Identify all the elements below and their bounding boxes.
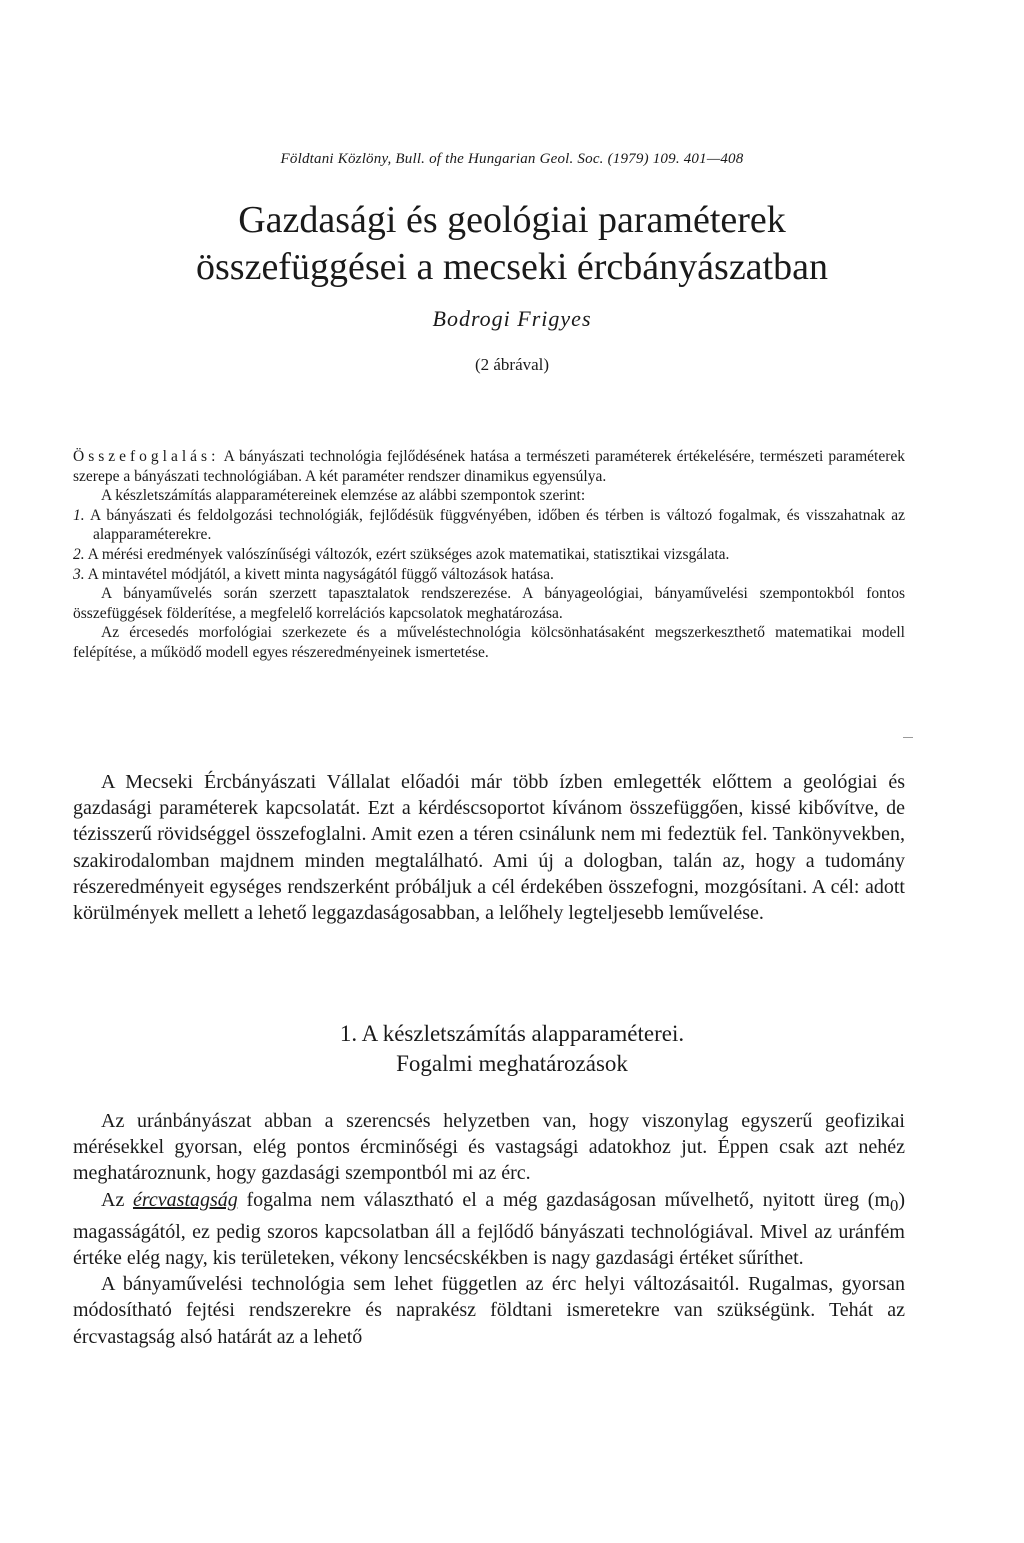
abstract-paragraph-1 [73, 447, 905, 486]
item-text: A bányászati és feldolgozási technológiák, fejlődésük függvényében, időben és térben is változó fogalmak, és visszahatnak az alapparaméterekre. [89, 506, 905, 544]
section-heading-line-1: 1. A készletszámítás alapparaméterei. [339, 1021, 685, 1046]
abstract-item-1 [73, 506, 905, 545]
intro-text [73, 769, 905, 926]
section-paragraph-1: Az uránbányászat abban a szerencsés helyzetben van, hogy viszonylag egyszerű geofizikai mérésekkel gyorsan, elég pontos ércminőségi és vastagsági adatokhoz jut. Éppen csak azt nehéz meghatároznunk, hogy gazdasági szempontból mi az érc. [73, 1110, 905, 1185]
item-number: 3. [73, 565, 85, 583]
margin-mark [903, 737, 913, 738]
intro-paragraph: A Mecseki Ércbányászati Vállalat előadói már több ízben emlegették előttem a geológiai és gazdasági paraméterek kapcsolatát. Ezt a kérdéscsoportot kívánom összefüggően, kissé kibővítve, de tézisszerű rövidséggel összefoglalni. Amit ezen a téren csinálunk nem mi fedeztük fel. Tankönyvekben, szakirodalomban majdnem minden megtalálható. Ami új a dologban, talán az, hogy a tudomány részeredményeit egységes rendszerként próbáljuk a cél érdekében összefogni, mozgósítani. A cél: adott körülmények mellett a lehető leggazdaságosabban, a lelőhely legteljesebb leművelése. [73, 771, 905, 925]
figure-note: (2 ábrával) [474, 355, 550, 374]
author-name: Bodrogi Frigyes [432, 306, 592, 331]
section-heading-line-2: Fogalmi meghatározások [396, 1051, 628, 1076]
section-heading [0, 1019, 1024, 1079]
running-head: Földtani Közlöny, Bull. of the Hungarian Geol. Soc. (1979) 109. 401—408 [280, 151, 744, 167]
section-paragraph-2: Az ércvastagság fogalma nem választható el a még gazdaságosan művelhető, nyitott üreg $(m_0)$ magasságától, ez pedig szoros kapcsolatban áll a fejlődő bányászati technológiával. Mivel az uránfém értéke elég nagy, kis területeken, vékony lencsécskékben is nagy gazdasági értéket sűríthet. [73, 1188, 905, 1270]
subscript: 0 [890, 1195, 899, 1215]
item-text: A mintavétel módjától, a kivett minta nagyságától függő változások hatása. [87, 565, 554, 583]
abstract-paragraph-4: Az ércesedés morfológiai szerkezete és a műveléstechnológia kölcsönhatásaként megszerkeszthető matematikai modell felépítése, a működő modell egyes részeredményeinek ismertetése. [73, 624, 905, 661]
section-paragraph-3: A bányaművelési technológia sem lehet független az érc helyi változásaitól. Rugalmas, gyorsan módosítható fejtési rendszerekre és naprakész földtani ismeretekre van szükségünk. Tehát az ércvastagság alsó határát az a lehető [73, 1273, 905, 1348]
abstract-item-3 [73, 565, 905, 585]
emphasized-term: ércvastagság [132, 1188, 238, 1211]
abstract-paragraph-2: A készletszámítás alapparamétereinek elemzése az alábbi szempontok szerint: [101, 487, 586, 505]
abstract-text-1: A bányászati technológia fejlődésének hatása a természeti paraméterek értékelésére, természeti paraméterek szerepe a bányászati technológiában. A két paraméter rendszer dinamikus egyensúlya. [73, 448, 905, 485]
item-text: A mérési eredmények valószínűségi változók, ezért szükséges azok matematikai, statisztikai vizsgálata. [87, 545, 730, 563]
abstract [73, 447, 905, 663]
abstract-paragraph-3: A bányaművelés során szerzett tapasztalatok rendszerezése. A bányageológiai, bányaművelési szempontokból fontos összefüggések földerítése, a megfelelő korrelációs kapcsolatok meghatározása. [73, 585, 905, 622]
abstract-item-2 [73, 545, 905, 565]
abstract-label: Összefoglalás: [73, 448, 220, 465]
item-number: 2. [73, 545, 85, 563]
title-line-2: összefüggései a mecseki ércbányászatban [196, 246, 828, 288]
article-title [0, 197, 1024, 291]
title-line-1: Gazdasági és geológiai paraméterek [238, 199, 786, 241]
section-body [73, 1108, 905, 1350]
item-number: 1. [73, 506, 85, 524]
